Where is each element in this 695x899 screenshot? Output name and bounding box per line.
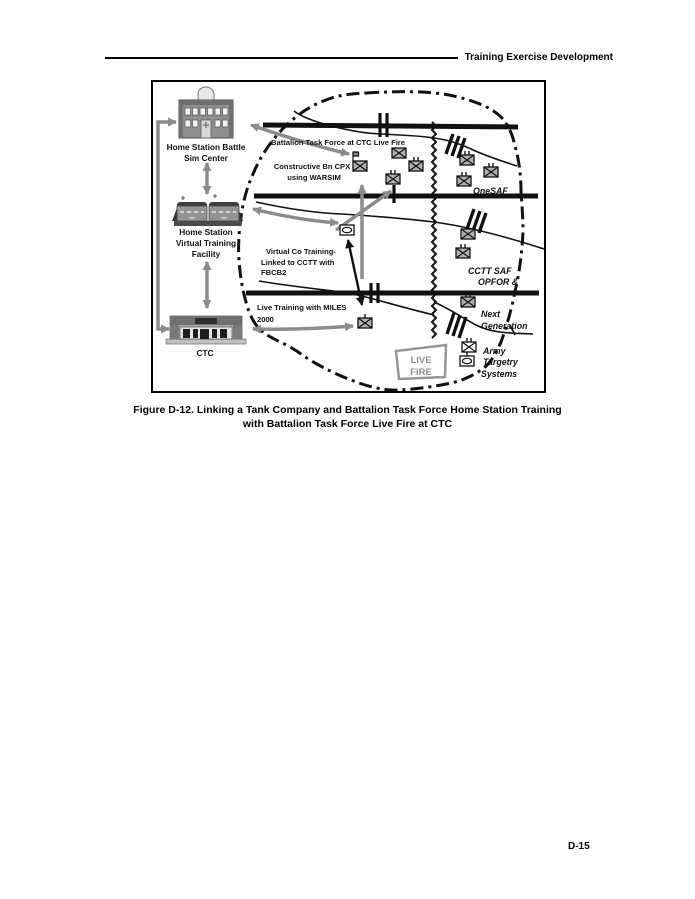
unit-symbol-infantry-icon bbox=[461, 297, 475, 307]
header-rule bbox=[105, 57, 458, 59]
header-title: Training Exercise Development bbox=[464, 52, 613, 63]
vtf-label-3: Facility bbox=[191, 249, 221, 259]
unit-symbol-armor-company-icon bbox=[340, 225, 354, 235]
unit-symbol-infantry-icon bbox=[484, 167, 498, 177]
army-targetry-label-2: Targetry bbox=[483, 357, 518, 367]
live-fire-label-1: LIVE bbox=[410, 355, 432, 366]
unit-symbol-infantry-icon bbox=[457, 176, 471, 186]
virtual-co-label-2: Linked to CCTT with bbox=[261, 258, 335, 267]
river-line bbox=[432, 122, 436, 338]
cctt-saf-label-1: CCTT SAF bbox=[468, 266, 512, 276]
vtf-label-2: Virtual Training bbox=[175, 238, 237, 248]
ctc-map-arrow bbox=[253, 326, 353, 329]
constructive-label-1: Constructive Bn CPX bbox=[273, 162, 351, 171]
figure-d12-diagram bbox=[153, 82, 544, 391]
battle-sim-center-icon bbox=[179, 87, 233, 138]
figure-frame bbox=[151, 80, 546, 393]
echelon-ii-icon bbox=[465, 151, 469, 155]
phase-line-north bbox=[263, 125, 518, 127]
unit-symbol-infantry-icon bbox=[456, 248, 470, 258]
cctt-saf-label-2: OPFOR & bbox=[478, 277, 519, 287]
figure-caption bbox=[0, 403, 695, 431]
virtual-co-label-1: Virtual Co Training- bbox=[266, 247, 336, 256]
unit-symbol-infantry-icon bbox=[461, 229, 475, 239]
vtf-map-arrow bbox=[253, 209, 338, 223]
unit-symbol-infantry-icon bbox=[386, 174, 400, 184]
echelon-ii-icon bbox=[461, 244, 465, 248]
virtual-training-facility-icon bbox=[172, 194, 243, 226]
unit-symbol-infantry-icon bbox=[460, 155, 474, 165]
vtf-label-1: Home Station bbox=[179, 227, 233, 237]
ctc-label: CTC bbox=[196, 348, 214, 358]
live-fire-label-2: FIRE bbox=[410, 367, 432, 378]
ctc-building-icon bbox=[166, 316, 246, 344]
echelon-ii-icon bbox=[462, 172, 466, 176]
next-gen-label-1: Next bbox=[481, 309, 501, 319]
tf-flag-icon bbox=[353, 152, 359, 161]
page-header bbox=[105, 52, 613, 63]
army-targetry-label-1: Army bbox=[483, 346, 506, 356]
figure-caption-line2: with Battalion Task Force Live Fire at CTC bbox=[242, 418, 453, 430]
live-training-label-1: Live Training with MILES bbox=[257, 303, 347, 312]
figure-caption-line1: Figure D-12. Linking a Tank Company and Battalion Task Force Home Station Training bbox=[133, 404, 562, 416]
legend-infantry-icon bbox=[462, 342, 476, 352]
next-gen-label-2: Generation bbox=[481, 321, 528, 331]
sim-center-label-1: Home Station Battle bbox=[166, 142, 246, 152]
page-number: D-15 bbox=[568, 841, 590, 852]
constructive-label-2: using WARSIM bbox=[287, 173, 341, 182]
live-training-label-2: 2000 bbox=[257, 315, 274, 324]
onesaf-label: OneSAF bbox=[473, 186, 508, 196]
echelon-ii-icon bbox=[391, 170, 395, 174]
bn-tf-live-fire-label: Battalion Task Force at CTC Live Fire bbox=[271, 138, 405, 147]
sim-center-label-2: Sim Center bbox=[184, 153, 228, 163]
army-targetry-label-3: Systems bbox=[481, 369, 518, 379]
unit-symbol-infantry-icon bbox=[409, 161, 423, 171]
legend-armor-icon bbox=[460, 356, 474, 366]
unit-symbol-infantry-icon bbox=[392, 148, 406, 158]
unit-symbol-miles-icon bbox=[358, 318, 372, 328]
echelon-ii-icon bbox=[467, 338, 471, 342]
ctc-to-simcenter-connector bbox=[158, 122, 176, 329]
echelon-ii-icon bbox=[414, 157, 418, 161]
echelon-ii-icon bbox=[489, 163, 493, 167]
unit-symbol-tf-hq-icon bbox=[353, 161, 367, 171]
virtual-co-label-3: FBCB2 bbox=[261, 268, 287, 277]
